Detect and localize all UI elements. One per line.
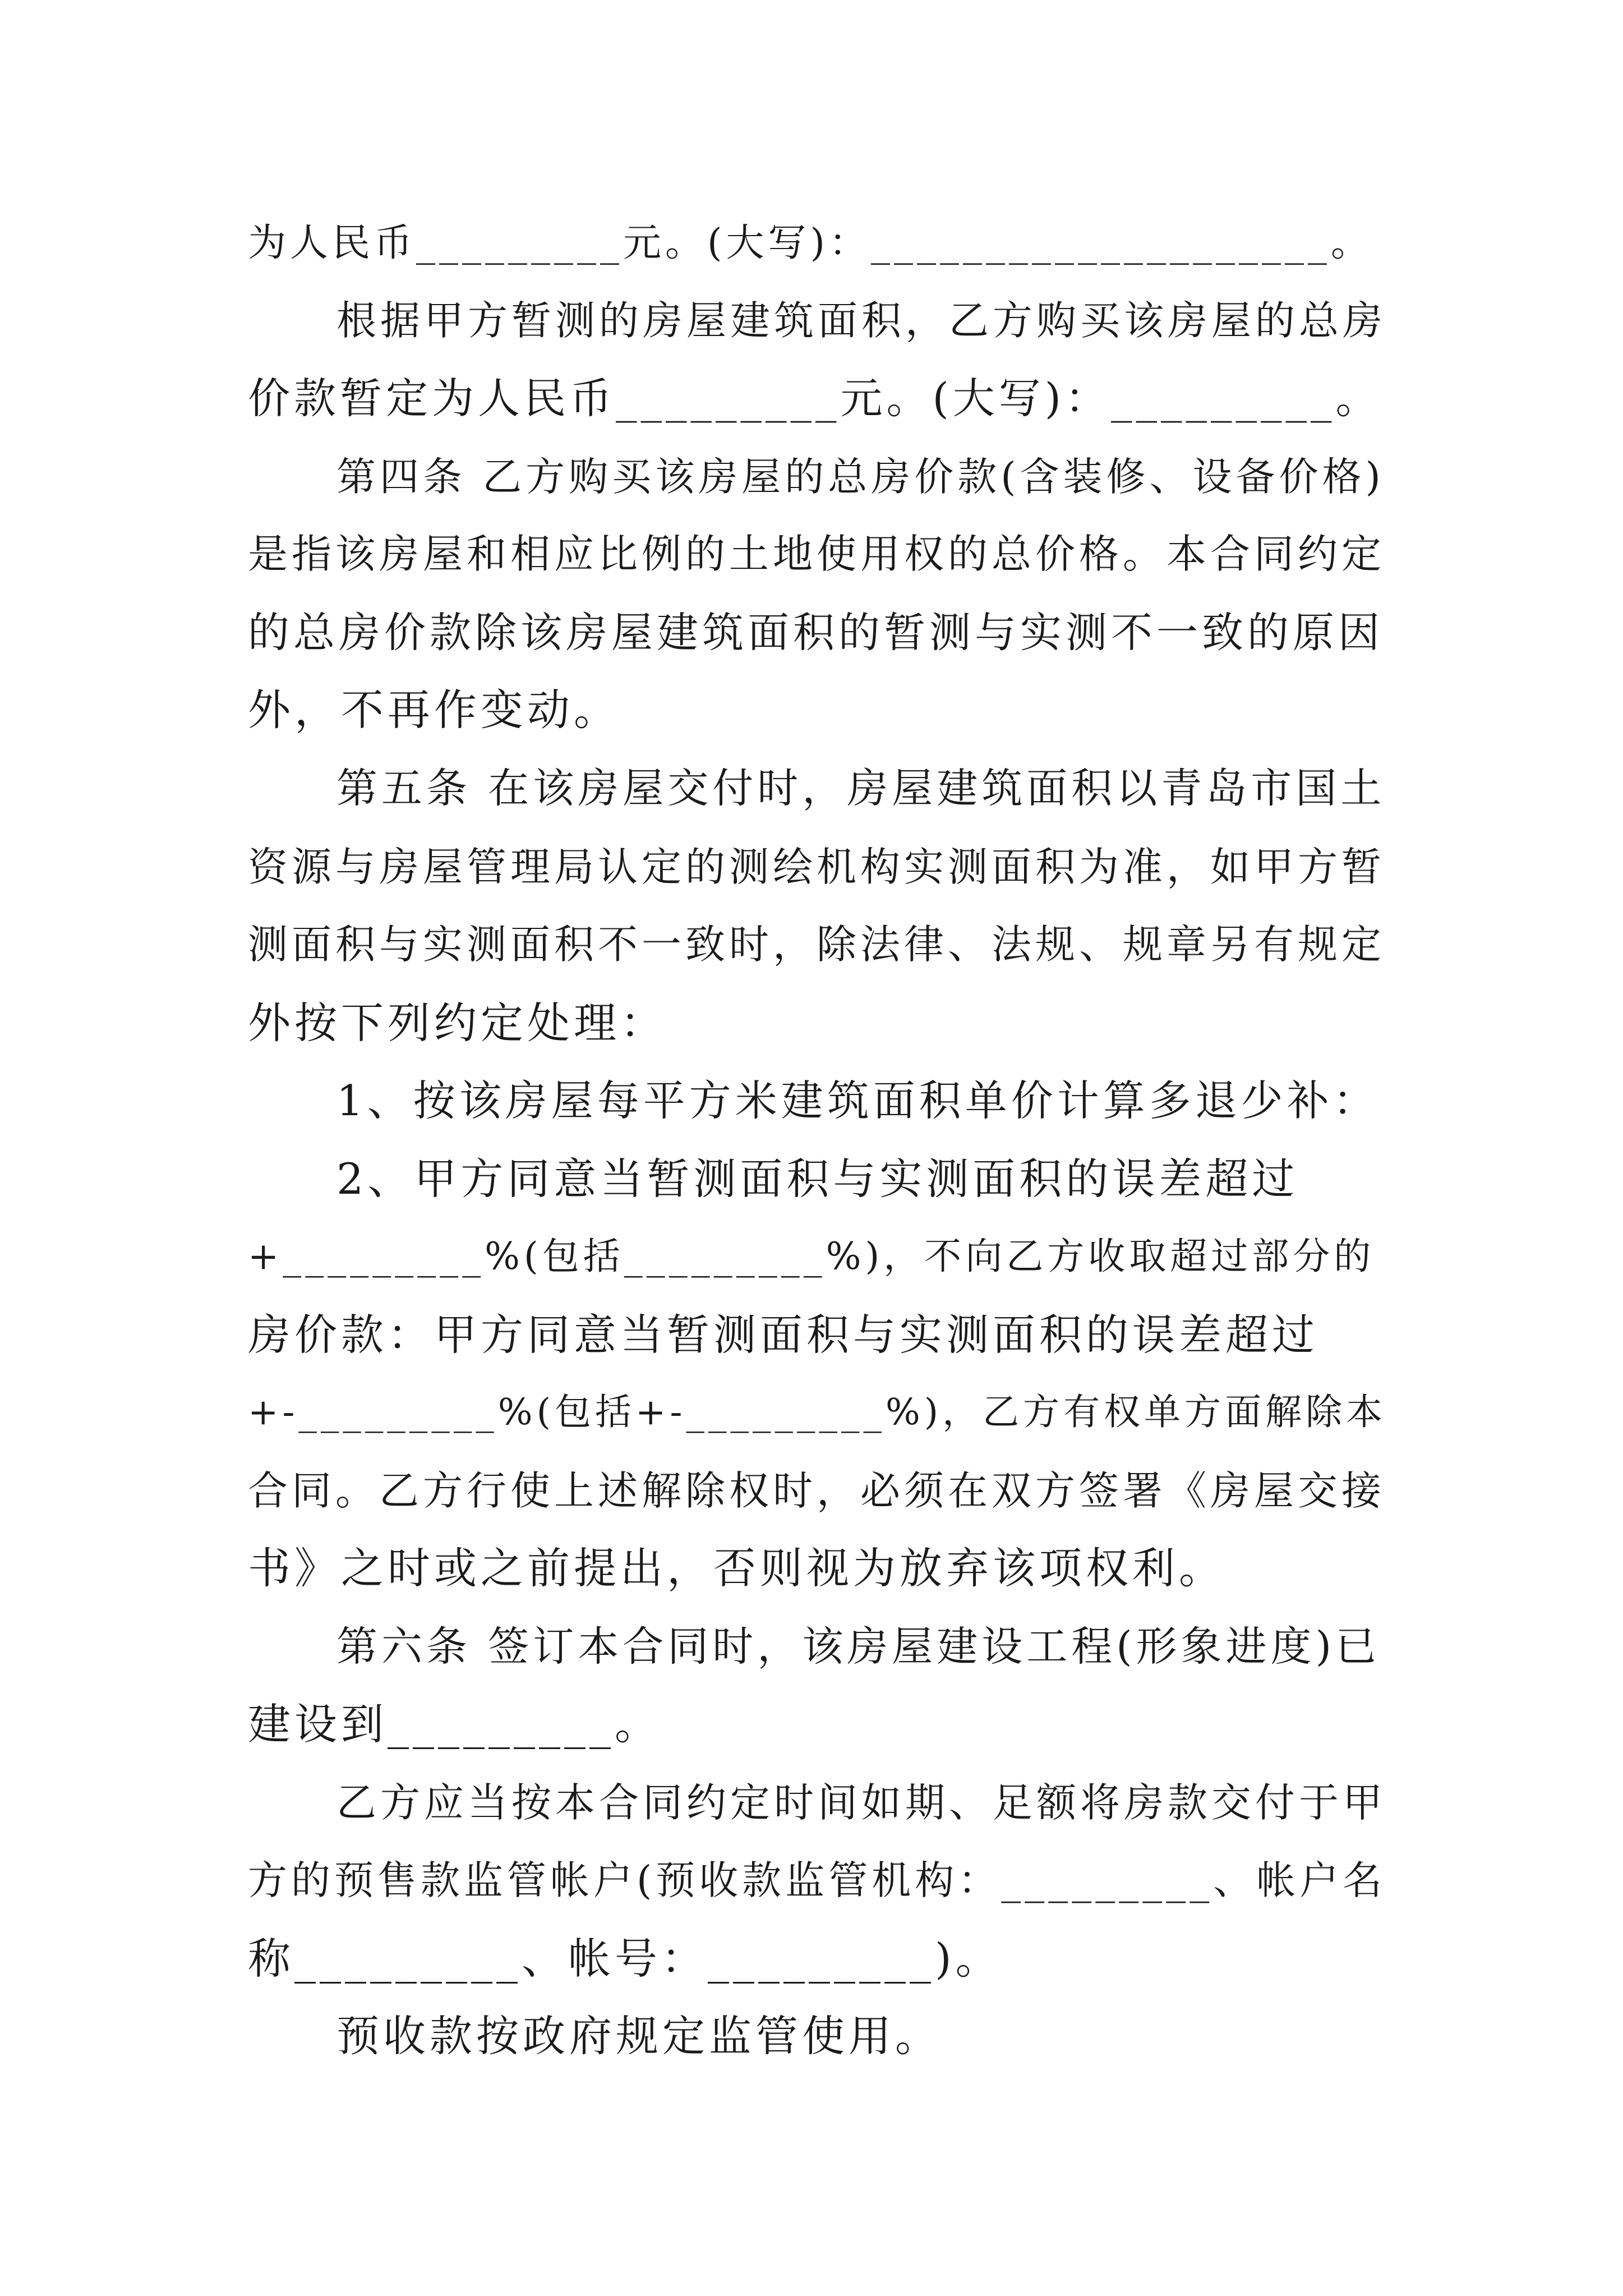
text-line: 乙方应当按本合同约定时间如期、足额将房款交付于甲 bbox=[336, 1779, 1387, 1826]
text-line: 的总房价款除该房屋建筑面积的暂测与实测不一致的原因 bbox=[248, 609, 1384, 657]
text-line: 第六条 签订本合同时，该房屋建设工程(形象进度)已 bbox=[336, 1623, 1381, 1671]
text-line: 根据甲方暂测的房屋建筑面积，乙方购买该房屋的总房 bbox=[336, 297, 1387, 344]
text-line: 第五条 在该房屋交付时，房屋建筑面积以青岛市国土 bbox=[336, 765, 1386, 812]
text-line: 外，不再作变动。 bbox=[248, 685, 620, 735]
text-line: 资源与房屋管理局认定的测绘机构实测面积为准，如甲方暂 bbox=[248, 844, 1386, 890]
text-line: 房价款：甲方同意当暂测面积与实测面积的误差超过 bbox=[248, 1310, 1318, 1360]
text-line: 为人民币_________元。(大写)：____________________。 bbox=[248, 221, 1373, 265]
text-line: 测面积与实测面积不一致时，除法律、法规、规章另有规定 bbox=[248, 921, 1386, 968]
text-line: 外按下列约定处理： bbox=[248, 998, 667, 1048]
text-line: 1、按该房屋每平方米建筑面积单价计算多退少补： bbox=[336, 1076, 1379, 1125]
text-line: 称_________、帐号：_________)。 bbox=[248, 1934, 1002, 1984]
text-line: +_________%(包括_________%)，不向乙方收取超过部分的 bbox=[248, 1235, 1375, 1278]
text-line: +-_________%(包括+-_________%)，乙方有权单方面解除本 bbox=[248, 1391, 1387, 1433]
text-line: 建设到_________。 bbox=[248, 1699, 661, 1749]
text-line: 2、甲方同意当暂测面积与实测面积的误差超过 bbox=[336, 1154, 1299, 1204]
text-line: 预收款按政府规定监管使用。 bbox=[336, 2011, 942, 2061]
text-line: 书》之时或之前提出，否则视为放弃该项权利。 bbox=[248, 1543, 1225, 1593]
text-line: 第四条 乙方购买该房屋的总房价款(含装修、设备价格) bbox=[336, 454, 1385, 500]
text-line: 合同。乙方行使上述解除权时，必须在双方签署《房屋交接 bbox=[248, 1467, 1386, 1514]
text-line: 方的预售款监管帐户(预收款监管机构：_________、帐户名 bbox=[248, 1857, 1386, 1903]
text-line: 价款暂定为人民币_________元。(大写)：_________。 bbox=[248, 374, 1382, 423]
text-line: 是指该房屋和相应比例的土地使用权的总价格。本合同约定 bbox=[248, 531, 1386, 577]
